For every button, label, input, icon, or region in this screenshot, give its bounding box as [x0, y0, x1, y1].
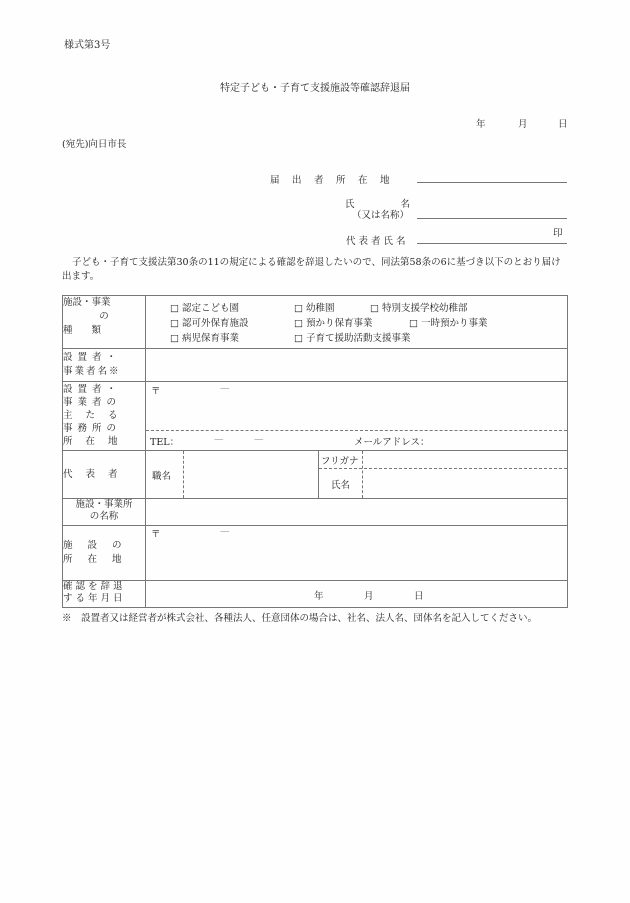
checkbox-icon[interactable]: □: [370, 302, 379, 314]
date-day-label: 日: [558, 119, 568, 130]
operator-office-cell: [146, 382, 568, 451]
name-field[interactable]: [363, 469, 567, 498]
form-number: 様式第3号: [64, 40, 111, 51]
operator-name-field[interactable]: [146, 349, 568, 382]
option-youchien[interactable]: [294, 300, 370, 314]
title-field[interactable]: [184, 451, 318, 498]
withdrawal-form-table: [62, 295, 568, 608]
name-label-part: 氏: [345, 199, 355, 210]
option-label: 特別支援学校幼稚部: [382, 302, 468, 314]
day-label: 日: [414, 591, 424, 602]
row-facility-name: [63, 499, 568, 526]
label-line: 施設の: [63, 540, 137, 551]
footnote: ※ 設置者又は経営者が株式会社、各種法人、任意団体の場合は、社名、法人名、団体名を記入してください。: [62, 613, 538, 624]
intro-text: 子ども・子育て支援法第30条の11の規定による確認を辞退したいので、同法第58条の6に基づき以下のとおり届け出ます。: [62, 257, 561, 282]
applicant-name-sublabel: （又は名称）: [352, 210, 410, 221]
document-title: 特定子ども・子育て支援施設等確認辞退届: [220, 83, 410, 94]
label-line: する年月日: [63, 593, 126, 604]
row-facility-address: [63, 526, 568, 581]
facility-type-label: [63, 296, 146, 349]
label-line: 主たる: [63, 410, 131, 421]
facility-address-field[interactable]: [146, 526, 568, 581]
name-label-part: 名: [400, 199, 410, 210]
label-line: の: [99, 311, 109, 322]
row-operator-name: [63, 349, 568, 382]
seal-mark: 印: [553, 228, 563, 239]
dashed-divider: [146, 430, 567, 431]
row-facility-type: [63, 296, 568, 349]
postal-mark: 〒: [151, 529, 161, 540]
label-line: 施設・事業: [63, 297, 111, 308]
option-label: 預かり保育事業: [306, 317, 373, 329]
option-label: 一時預かり事業: [421, 317, 488, 329]
year-label: 年: [314, 591, 324, 602]
operator-office-label: [63, 382, 146, 451]
email-label: メールアドレス：: [354, 437, 430, 448]
furigana-field[interactable]: [363, 451, 567, 468]
tel-dash: —: [214, 434, 224, 445]
label-line: 確認を辞退: [63, 581, 126, 592]
applicant-name-field[interactable]: [417, 218, 567, 219]
option-azukari-hoiku[interactable]: [294, 315, 409, 329]
label-line: 事業者の: [63, 397, 122, 408]
checkbox-icon[interactable]: □: [170, 302, 179, 314]
facility-type-options: [146, 296, 568, 349]
row-representative: [63, 451, 568, 499]
checkbox-icon[interactable]: □: [170, 332, 179, 344]
withdraw-date-label: [63, 581, 146, 608]
postal-dash: —: [220, 526, 230, 537]
checkbox-icon[interactable]: □: [294, 332, 303, 344]
label-line: 設置者・: [63, 352, 122, 363]
date-year-label: 年: [476, 119, 486, 130]
tel-dash: —: [254, 434, 264, 445]
facility-address-label: [63, 526, 146, 581]
checkbox-icon[interactable]: □: [294, 317, 303, 329]
label-line: 所在地: [63, 554, 137, 565]
option-label: 認可外保育施設: [182, 317, 249, 329]
option-label: 認定こども園: [182, 302, 240, 314]
operator-name-label: [63, 349, 146, 382]
option-nintei-kodomoen[interactable]: [170, 300, 294, 314]
option-label: 幼稚園: [306, 302, 335, 314]
withdraw-date-field[interactable]: [146, 581, 568, 608]
option-byouji-hoiku[interactable]: [170, 330, 294, 344]
label-line: 種 類: [63, 325, 102, 336]
option-ichiji-azukari[interactable]: [409, 315, 488, 329]
checkbox-icon[interactable]: □: [170, 317, 179, 329]
representative-label: [63, 451, 146, 499]
option-label: 病児保育事業: [182, 332, 240, 344]
row-withdraw-date: [63, 581, 568, 608]
label-line: 事業者名※: [63, 366, 121, 377]
label-line: 代表者: [63, 468, 131, 480]
option-label: 子育て援助活動支援事業: [306, 332, 411, 344]
label-line: 施設・事業所: [75, 499, 133, 510]
checkbox-icon[interactable]: □: [294, 302, 303, 314]
label-line: 事務所の: [63, 423, 122, 434]
representative-name-label: 代表者氏名: [346, 236, 409, 247]
label-line: 設置者・: [63, 384, 122, 395]
applicant-address-label: 届出者所在地: [270, 175, 403, 186]
option-tokubetsu-shien[interactable]: [370, 300, 468, 314]
addressee: (宛先)向日市長: [62, 139, 127, 150]
representative-cell: [146, 451, 568, 499]
row-operator-office: [63, 382, 568, 451]
title-label: 職名: [152, 471, 172, 482]
option-ninkagai-hoiku[interactable]: [170, 315, 294, 329]
postal-mark: 〒: [151, 386, 161, 397]
applicant-address-field[interactable]: [417, 182, 567, 183]
tel-label: TEL：: [150, 437, 180, 448]
label-line: 所在地: [63, 436, 131, 447]
postal-dash: —: [220, 383, 230, 394]
option-kosodate-enjo[interactable]: [294, 330, 411, 344]
month-label: 月: [364, 591, 374, 602]
divider: [318, 451, 319, 498]
facility-name-field[interactable]: [146, 499, 568, 526]
name-label: 氏名: [331, 480, 351, 491]
facility-name-label: [63, 499, 146, 526]
checkbox-icon[interactable]: □: [409, 317, 418, 329]
furigana-label: フリガナ: [321, 456, 359, 467]
label-line: の名称: [89, 511, 119, 522]
date-month-label: 月: [518, 119, 528, 130]
representative-name-field[interactable]: [417, 243, 567, 244]
